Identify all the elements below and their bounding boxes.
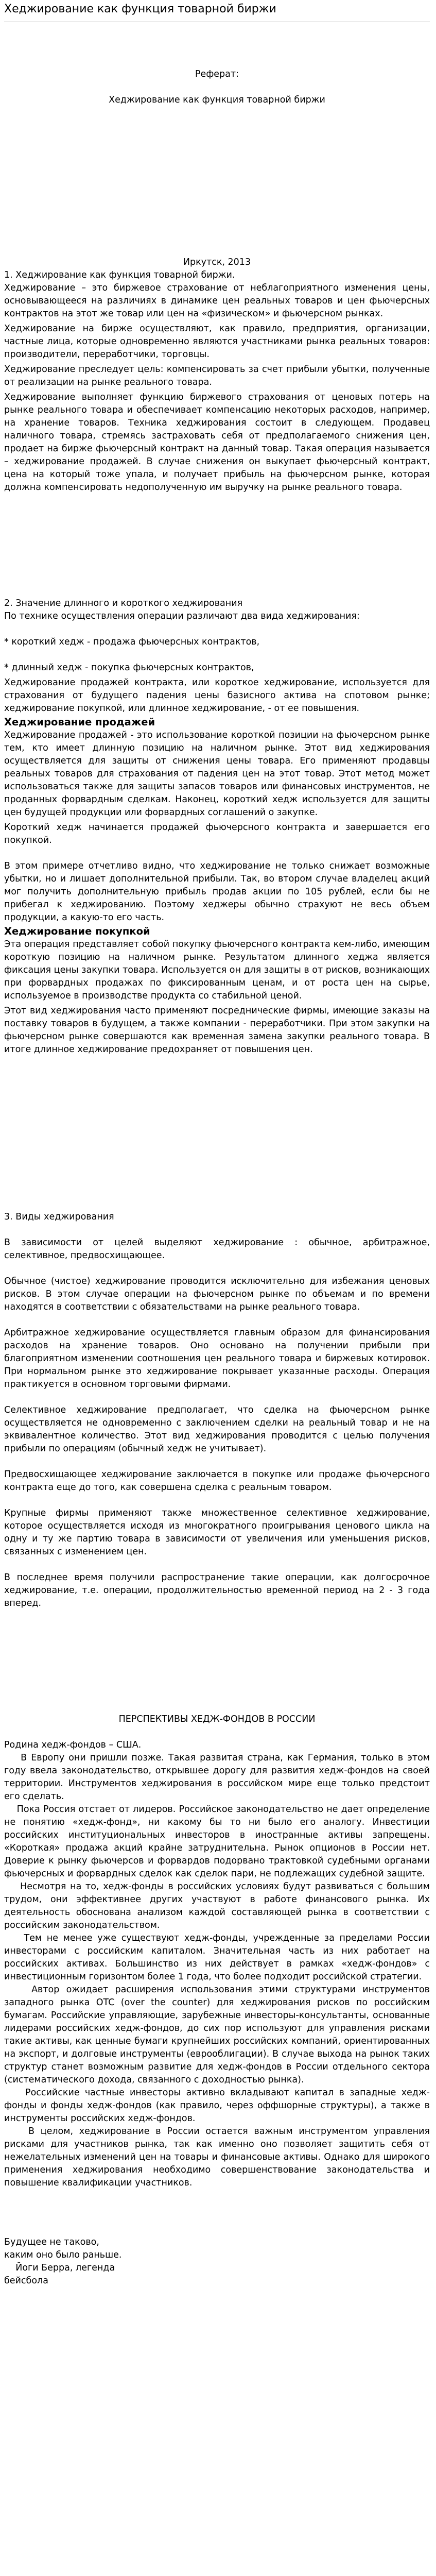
city-year: Иркутск, 2013 <box>183 257 251 267</box>
epigraph-line: Йоги Берра, легенда <box>4 2263 115 2273</box>
section4-paragraph: Российские частные инвесторы активно вкладывают капитал в западные хедж-фонды и фонды хедж-фондов (как правило, через оффшорные структуры), а также в инструменты российских хедж-фондов. <box>4 2088 433 2124</box>
document <box>4 0 433 2287</box>
section3-paragraph: В последнее время получили распространение такие операции, как долгосрочное хеджирование, т.е. операции, продолжительностью временной период на 2 - 3 года вперед. <box>4 1572 430 1608</box>
epigraph <box>4 2236 430 2287</box>
section2-paragraph: Короткий хедж начинается продажей фьючерсного контракта и завершается его покупкой. <box>4 822 430 845</box>
section3-paragraph: Крупные фирмы применяют также множественное селективное хеджирование, которое осуществляется исходя из многократного проигрывания ценового цикла на одну и ту же партию товара в зависимости от увеличения или уменьшения рисков, связанных с изменением цен. <box>4 1508 430 1557</box>
list-item: * короткий хедж - продажа фьючерсных контрактов, <box>4 637 260 647</box>
section3-paragraph: В зависимости от целей выделяют хеджирование : обычное, арбитражное, селективное, предвосхищающее. <box>4 1238 430 1261</box>
section3-paragraph: Предвосхищающее хеджирование заключается в покупке или продаже фьючерсного контракта еще до того, как совершена сделка с реальным товаром. <box>4 1469 430 1493</box>
section4-paragraph: Тем не менее уже существуют хедж-фонды, учрежденные за пределами России инвесторами с российским капиталом. Значительная часть из них работает на российских активах. Большинство из них действует в рамках «хедж-фондов» с инвестиционным горизонтом более 1 года, что более подходит российской стратегии. <box>4 1933 433 1982</box>
section1-paragraph: Хеджирование преследует цель: компенсировать за счет прибыли убытки, полученные от реализации на рынке реального товара. <box>4 364 430 387</box>
section1-paragraph: Хеджирование на бирже осуществляют, как правило, предприятия, организации, частные лица, которые одновременно являются участниками рынка реальных товаров: производители, переработчики, торговцы. <box>4 324 430 360</box>
section4-paragraph: Пока Россия отстает от лидеров. Российское законодательство не дает определение не понятию «хедж-фонд», ни какому бы то ни было его аналогу. Инвестиции российских институциональных инвесторов в иностранные активы запрещены. «Короткая» продажа акций крайне затруднительна. Рынок опционов в России нет. Доверие к рынку фьючерсов и форвардов подорвано трактовкой судебными органами фьючерсных и форвардных сделок как сделок пари, не подлежащих судебной защите. <box>4 1804 433 1879</box>
section2-paragraph: В этом примере отчетливо видно, что хеджирование не только снижает возможные убытки, но и лишает дополнительной прибыли. Так, во втором случае владелец акций мог получить дополнительную прибыль продав акции по 105 рублей, если бы не прибегал к хеджированию. Поэтому хеджеры обычно страхуют не весь объем продукции, а какую-то его часть. <box>4 861 430 923</box>
section1-paragraph: Хеджирование – это биржевое страхование от неблагоприятного изменения цены, основывающееся на различиях в динамике цен реальных товаров и цен фьючерсных контрактов на этот же товар или цен на «физическом» и фьючерсном рынках. <box>4 283 430 319</box>
epigraph-line: каким оно было раньше. <box>4 2250 122 2260</box>
section2-paragraph: Эта операция представляет собой покупку фьючерсного контракта кем-либо, имеющим короткую позицию на наличном рынке. Результатом длинного хеджа является фиксация цены закупки товара. Используется он для защиты в от рисков, возникающих при форвардных продажах по фиксированным ценам, и от роста цен на сырье, используемое в производстве продукта со стабильной ценой. <box>4 939 430 1001</box>
section2-heading: 2. Значение длинного и короткого хеджирования <box>4 598 243 608</box>
section2-definition: Хеджирование продажей контракта, или короткое хеджирование, используется для страхования от будущего падения цены базисного актива на спотовом рынке; хеджирование покупкой, или длинное хеджирование, - от ее повышения. <box>4 677 430 714</box>
section3-paragraph: Арбитражное хеджирование осуществляется главным образом для финансирования расходов на хранение товаров. Оно основано на получении прибыли при благоприятном изменении соотношения цен реального товара и биржевых котировок. При нормальном рынке это хеджирование покрывает указанные расходы. Операция практикуется в основном торговыми фирмами. <box>4 1328 430 1389</box>
page-title: Хеджирование как функция товарной биржи <box>4 3 276 15</box>
subheading-short-hedge: Хеджирование продажей <box>4 716 155 728</box>
epigraph-line: Будущее не таково, <box>4 2237 99 2247</box>
section3-heading: 3. Виды хеджирования <box>4 1212 114 1222</box>
list-item: * длинный хедж - покупка фьючерсных контрактов, <box>4 663 254 673</box>
section4-paragraph: Родина хедж-фондов – США. <box>4 1740 142 1750</box>
section4-paragraph: В Европу они пришли позже. Такая развитая страна, как Германия, только в этом году ввела законодательство, открывшее дорогу для развития хедж-фондов на своей территории. Инструментов хеджирования в российском мире еще только предстоит его сделать. <box>4 1753 433 1802</box>
document-subtitle: Хеджирование как функция товарной биржи <box>109 95 325 105</box>
epigraph-line: бейсбола <box>4 2276 48 2286</box>
section4-heading: ПЕРСПЕКТИВЫ ХЕДЖ-ФОНДОВ В РОССИИ <box>118 1714 316 1724</box>
section3-paragraph: Обычное (чистое) хеджирование проводится исключительно для избежания ценовых рисков. В этом случае операции на фьючерсном рынке по объемам и по времени находятся в соответствии с обязательствами на рынке реального товара. <box>4 1276 430 1312</box>
section4-paragraph: Несмотря на то, хедж-фонды в российских условиях будут развиваться с большим трудом, они эффективнее других участвуют в работе финансового рынка. Их деятельность обоснована анализом каждой составляющей рынка в соответствии с российским законодательством. <box>4 1882 433 1930</box>
section2-intro: По технике осуществления операции различают два вида хеджирования: <box>4 611 360 621</box>
document-label: Реферат: <box>195 69 239 79</box>
section4-paragraph: В целом, хеджирование в России остается важным инструментом управления рисками для участников рынка, так как именно оно позволяет защитить себя от нежелательных изменений цен на товары и финансовые активы. Однако для широкого применения хеджирования необходимо совершенствование законодательства и повышение квалификации участников. <box>4 2126 433 2188</box>
section3-paragraph: Селективное хеджирование предполагает, что сделка на фьючерсном рынке осуществляется не одновременно с заключением сделки на реальный товар и не на эквивалентное количество. Этот вид хеджирования проводится с целью получения прибыли по операциям (обычный хедж не учитывает). <box>4 1405 430 1454</box>
section2-paragraph: Этот вид хеджирования часто применяют посреднические фирмы, имеющие заказы на поставку товаров в будущем, а также компании - переработчики. При этом закупки на фьючерсном рынке совершаются как временная замена закупки реального товара. В итоге длинное хеджирование предохраняет от повышения цен. <box>4 1006 430 1055</box>
section1-paragraph: Хеджирование выполняет функцию биржевого страхования от ценовых потерь на рынке реального товара и обеспечивает компенсацию некоторых расходов, например, на хранение товаров. Техника хеджирования состоит в следующем. Продавец наличного товара, стремясь застраховать себя от предполагаемого снижения цен, продает на бирже фьючерсный контракт на данный товар. Такая операция называется – хеджирование продажей. В случае снижения он выкупает фьючерсный контракт, цена на который тоже упала, и получает прибыль на фьючерсном рынке, которая должна компенсировать недополученную им выручку на рынке реального товара. <box>4 392 430 493</box>
section1-heading: 1. Хеджирование как функция товарной биржи. <box>4 270 235 280</box>
section4-paragraph: Автор ожидает расширения использования этими структурами инструментов западного рынка OTC (over the counter) для хеджирования рисков по российским бумагам. Российские управляющие, зарубежные инвесторы-консультанты, основанные лидерами российских хедж-фондов, до сих пор используют для управления рисками такие активы, как ценные бумаги крупнейших российских компаний, ориентированных на экспорт, и долговые инструменты (еврооблигации). В случае выхода на рынок таких структур станет возможным развитие для хедж-фондов в России отдельного сектора (систематического дохода, связанного с доходностью рынка). <box>4 1985 433 2085</box>
section2-paragraph: Хеджирование продажей - это использование короткой позиции на фьючерсном рынке тем, кто имеет длинную позицию на наличном рынке. Этот вид хеджирования осуществляется для защиты от снижения цены товара. Его применяют продавцы реальных товаров для страхования от падения цен на этот товар. Этот метод может использоваться также для защиты запасов товаров или финансовых инструментов, не проданных форвардным сделкам. Наконец, короткий хедж используется для защиты цен будущей продукции или форвардных соглашений о закупке. <box>4 730 430 818</box>
subheading-long-hedge: Хеджирование покупкой <box>4 925 150 937</box>
